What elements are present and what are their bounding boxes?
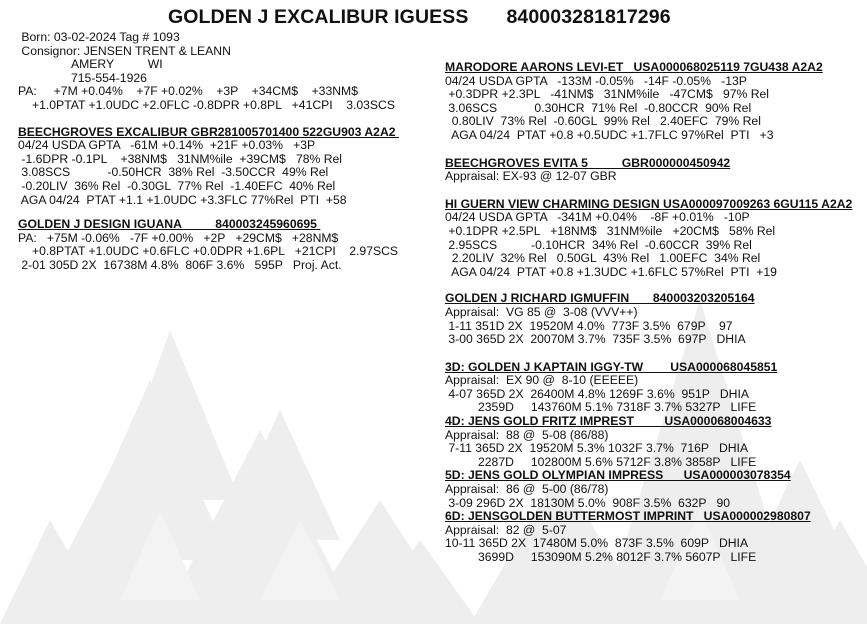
- right-column: [445, 61, 860, 565]
- fifth-dam-line: 3-09 296D 2X 18130M 5.0% 908F 3.5% 632P 90: [445, 495, 731, 510]
- mgs-line: 3.06SCS 0.30HCR 71% Rel -0.80CCR 90% Rel: [445, 100, 752, 115]
- granddam-header: GOLDEN J RICHARD IGMUFFIN 840003203205164: [445, 291, 755, 306]
- sire-line: -0.20LIV 36% Rel -0.30GL 77% Rel -1.40EFC 40% Rel: [18, 178, 336, 193]
- mgs2-line: 2.95SCS -0.10HCR 34% Rel -0.60CCR 39% Rel: [445, 237, 752, 252]
- fifth-dam-line: Appraisal: 86 @ 5-00 (86/78): [445, 482, 609, 497]
- dam-line: 2-01 305D 2X 16738M 4.8% 806F 3.6% 595P Proj. Act.: [18, 257, 342, 272]
- mgs2-header: HI GUERN VIEW CHARMING DESIGN USA000097009263 6GU115 A2A2: [445, 196, 853, 211]
- consignor: Consignor: JENSEN TRENT & LEANN: [18, 43, 231, 58]
- sixth-dam-header: 6D: JENSGOLDEN BUTTERMOST IMPRINT USA000002980807: [445, 509, 811, 524]
- granddam-line: 3-00 365D 2X 20070M 3.7% 735F 3.5% 697P DHIA: [445, 332, 746, 347]
- fourth-dam-line: 7-11 365D 2X 19520M 5.3% 1032F 3.7% 716P DHIA: [445, 441, 749, 456]
- mgs2-line: +0.1DPR +2.5PL +18NM$ 31NM%ile +20CM$ 58% Rel: [445, 223, 776, 238]
- sixth-dam-line: Appraisal: 82 @ 5-07: [445, 522, 567, 537]
- third-dam-header: 3D: GOLDEN J KAPTAIN IGGY-TW USA000068045851: [445, 359, 778, 374]
- fourth-dam-header: 4D: JENS GOLD FRITZ IMPREST USA000068004633: [445, 414, 772, 429]
- mgs2-line: 04/24 USDA GPTA -341M +0.04% -8F +0.01% -10P: [445, 210, 750, 225]
- animal-name: GOLDEN J EXCALIBUR IGUESS: [168, 6, 469, 28]
- birth-date-tag: Born: 03-02-2024 Tag # 1093: [18, 30, 180, 44]
- dam-line: PA: +75M -0.06% -7F +0.00% +2P +29CM$ +28NM$: [18, 230, 339, 245]
- fourth-dam-line: Appraisal: 88 @ 5-08 (86/88): [445, 427, 609, 442]
- pa-line-1: PA: +7M +0.04% +7F +0.02% +3P +34CM$ +33NM$: [18, 84, 358, 99]
- sire-dam-header: BEECHGROVES EVITA 5 GBR000000450942: [445, 155, 731, 170]
- granddam-line: 1-11 351D 2X 19520M 4.0% 773F 3.5% 679P 97: [445, 318, 733, 333]
- mgs-line: AGA 04/24 PTAT +0.8 +0.5UDC +1.7FLC 97%Rel PTI +3: [445, 127, 774, 142]
- consignor-city-state: AMERY WI: [71, 57, 163, 72]
- sire-header: BEECHGROVES EXCALIBUR GBR281005701400 522GU903 A2A2: [18, 124, 399, 139]
- animal-title: [168, 6, 671, 29]
- sire-dam-line: Appraisal: EX-93 @ 12-07 GBR: [445, 169, 617, 184]
- mgs-header: MARODORE AARONS LEVI-ET USA000068025119 7GU438 A2A2: [445, 60, 823, 74]
- sixth-dam-line: 3699D 153090M 5.2% 8012F 3.7% 5607P LIFE: [478, 550, 757, 564]
- mgs2-line: AGA 04/24 PTAT +0.8 +1.3UDC +1.6FLC 57%Rel PTI +19: [445, 264, 777, 279]
- sire-line: 3.08SCS -0.50HCR 38% Rel -3.50CCR 49% Rel: [18, 165, 329, 180]
- third-dam-line: 4-07 365D 2X 26400M 4.8% 1269F 3.6% 951P DHIA: [445, 386, 749, 401]
- dam-line: +0.8PTAT +1.0UDC +0.6FLC +0.0DPR +1.6PL +21CPI 2.97SCS: [32, 244, 399, 259]
- mgs-line: +0.3DPR +2.3PL -41NM$ 31NM%ile -47CM$ 97% Rel: [445, 87, 770, 102]
- fourth-dam-line: 2287D 102800M 5.6% 5712F 3.8% 3858P LIFE: [478, 454, 757, 469]
- mgs-line: 0.80LIV 73% Rel -0.60GL 99% Rel 2.40EFC 79% Rel: [445, 114, 761, 129]
- sire-line: -1.6DPR -0.1PL +38NM$ 31NM%ile +39CM$ 78% Rel: [18, 151, 343, 166]
- sire-line: 04/24 USDA GPTA -61M +0.14% +21F +0.03% +3P: [18, 138, 316, 153]
- dam-header: GOLDEN J DESIGN IGUANA 840003245960695: [18, 217, 321, 232]
- granddam-line: Appraisal: VG 85 @ 3-08 (VVV++): [445, 304, 638, 319]
- animal-registration-number: 840003281817296: [506, 6, 671, 28]
- left-column: [18, 31, 438, 273]
- third-dam-line: Appraisal: EX 90 @ 8-10 (EEEEE): [445, 373, 639, 388]
- consignor-phone: 715-554-1926: [71, 70, 147, 85]
- sire-line: AGA 04/24 PTAT +1.1 +1.0UDC +3.3FLC 77%Rel PTI +58: [18, 192, 347, 207]
- pa-line-2: +1.0PTAT +1.0UDC +2.0FLC -0.8DPR +0.8PL +41CPI 3.03SCS: [32, 97, 395, 112]
- mgs-line: 04/24 USDA GPTA -133M -0.05% -14F -0.05% -13P: [445, 73, 747, 88]
- fifth-dam-header: 5D: JENS GOLD OLYMPIAN IMPRESS USA000003078354: [445, 468, 791, 483]
- third-dam-line: 2359D 143760M 5.1% 7318F 3.7% 5327P LIFE: [478, 400, 757, 415]
- sixth-dam-line: 10-11 365D 2X 17480M 5.0% 873F 3.5% 609P DHIA: [445, 536, 749, 551]
- mgs2-line: 2.20LIV 32% Rel 0.50GL 43% Rel 1.00EFC 34% Rel: [445, 251, 761, 266]
